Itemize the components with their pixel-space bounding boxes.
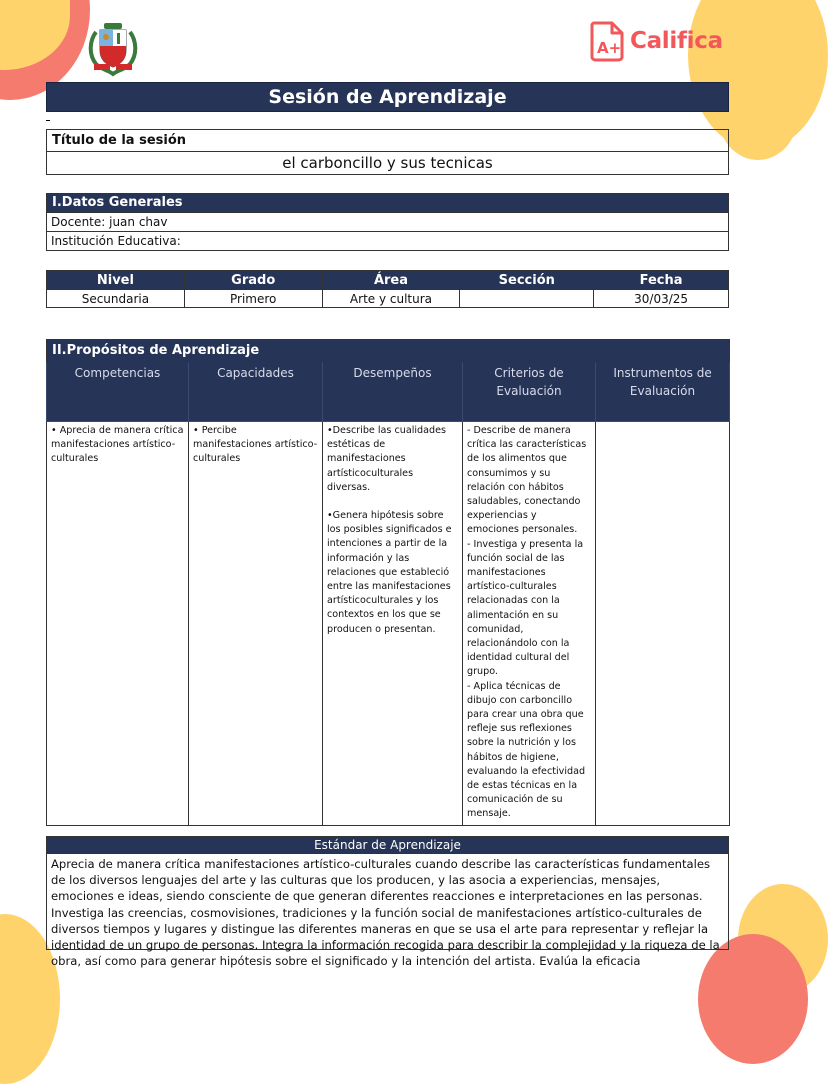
- info-header-fecha: Fecha: [594, 271, 729, 290]
- info-value-grado: Primero: [184, 290, 322, 308]
- info-table: [46, 270, 729, 308]
- cell-competencias: [47, 422, 189, 826]
- info-value-fecha: 30/03/25: [594, 290, 729, 308]
- session-title-label: Título de la sesión: [47, 130, 728, 152]
- competencias-text: • Aprecia de manera crítica manifestaciones artístico-culturales: [51, 425, 184, 465]
- estandar-block: [46, 836, 729, 969]
- info-value-nivel: Secundaria: [47, 290, 185, 308]
- datos-generales-heading: I.Datos Generales: [47, 194, 728, 212]
- criterio-item: - Describe de manera crítica las características de los alimentos que consumimos y su relación con hábitos saludables, conectando experiencias y emociones personales.: [467, 425, 587, 536]
- propositos-heading: II.Propósitos de Aprendizaje: [47, 340, 730, 362]
- info-header-area: Área: [322, 271, 460, 290]
- desempeno-item: •Describe las cualidades estéticas de manifestaciones artísticoculturales diversas.: [327, 425, 446, 493]
- estandar-body: Aprecia de manera crítica manifestaciones artístico-culturales cuando describe las características fundamentales de los diversos lenguajes del arte y las culturas que los producen, y las asocia a experiencias, mensajes, emociones e ideas, siendo consciente de que generan diferentes reacciones e interpretaciones en las personas. Investiga las creencias, cosmovisiones, tradiciones y la función social de manifestaciones artístico-culturales de diversos tiempos y lugares y distingue las diferentes maneras en que se usa el arte para representar y reflejar la identidad de un grupo de personas. Integra la información recogida para describir la complejidad y la riqueza de la obra, así como para generar hipótesis sobre el significado y la intención del artista. Evalúa la eficacia: [47, 853, 728, 949]
- criterio-item: - Aplica técnicas de dibujo con carboncillo para crear una obra que refleje sus reflexiones sobre la nutrición y los hábitos de higiene, evaluando la efectividad de estas técnicas en la comunicación de su mensaje.: [467, 680, 586, 820]
- info-header-seccion: Sección: [460, 271, 594, 290]
- desempeno-item: •Genera hipótesis sobre los posibles significados e intenciones a partir de la información y las relaciones que estableció entre las manifestaciones artísticoculturales y los contextos en los que se producen o presentan.: [327, 510, 452, 635]
- cell-capacidades: [189, 422, 323, 826]
- califica-document-icon: [588, 19, 628, 63]
- underline-mark: [46, 120, 50, 121]
- cell-criterios: [463, 422, 596, 826]
- info-table-header-row: [47, 271, 729, 290]
- session-title-block: [46, 129, 729, 175]
- propositos-content-row: [47, 422, 730, 826]
- califica-logo: [588, 18, 723, 64]
- info-table-value-row: [47, 290, 729, 308]
- info-header-grado: Grado: [184, 271, 322, 290]
- docente-line: Docente: juan chav: [47, 212, 728, 231]
- header-capacidades: Capacidades: [189, 362, 323, 422]
- page-title: Sesión de Aprendizaje: [46, 82, 729, 112]
- header-criterios: Criterios de Evaluación: [463, 362, 596, 422]
- datos-generales-block: [46, 193, 729, 251]
- header-desempenos: Desempeños: [323, 362, 463, 422]
- propositos-column-header-row: [47, 362, 730, 422]
- decor-blob-coral-bottom-right: [698, 934, 808, 1064]
- header-instrumentos: Instrumentos de Evaluación: [596, 362, 730, 422]
- institucion-line: Institución Educativa:: [47, 231, 728, 250]
- info-header-nivel: Nivel: [47, 271, 185, 290]
- estandar-heading: Estándar de Aprendizaje: [47, 837, 728, 853]
- cell-desempenos: [323, 422, 463, 826]
- propositos-heading-row: [47, 340, 730, 362]
- califica-brand-name: Califica: [630, 28, 723, 54]
- info-value-area: Arte y cultura: [322, 290, 460, 308]
- cell-instrumentos: [596, 422, 730, 826]
- session-title-value: el carboncillo y sus tecnicas: [282, 154, 493, 172]
- peru-crest-icon: [86, 20, 140, 76]
- header-competencias: Competencias: [47, 362, 189, 422]
- propositos-table: [46, 339, 730, 826]
- decor-blob-yellow-right: [718, 70, 798, 160]
- info-value-seccion: [460, 290, 594, 308]
- criterio-item: - Investiga y presenta la función social de las manifestaciones artístico-culturales relacionadas con la alimentación en su comunidad, relacionándolo con la identidad cultural del grupo.: [467, 538, 584, 678]
- capacidades-text: • Percibe manifestaciones artístico-culturales: [193, 425, 318, 465]
- califica-icon-letter: A+: [597, 39, 622, 57]
